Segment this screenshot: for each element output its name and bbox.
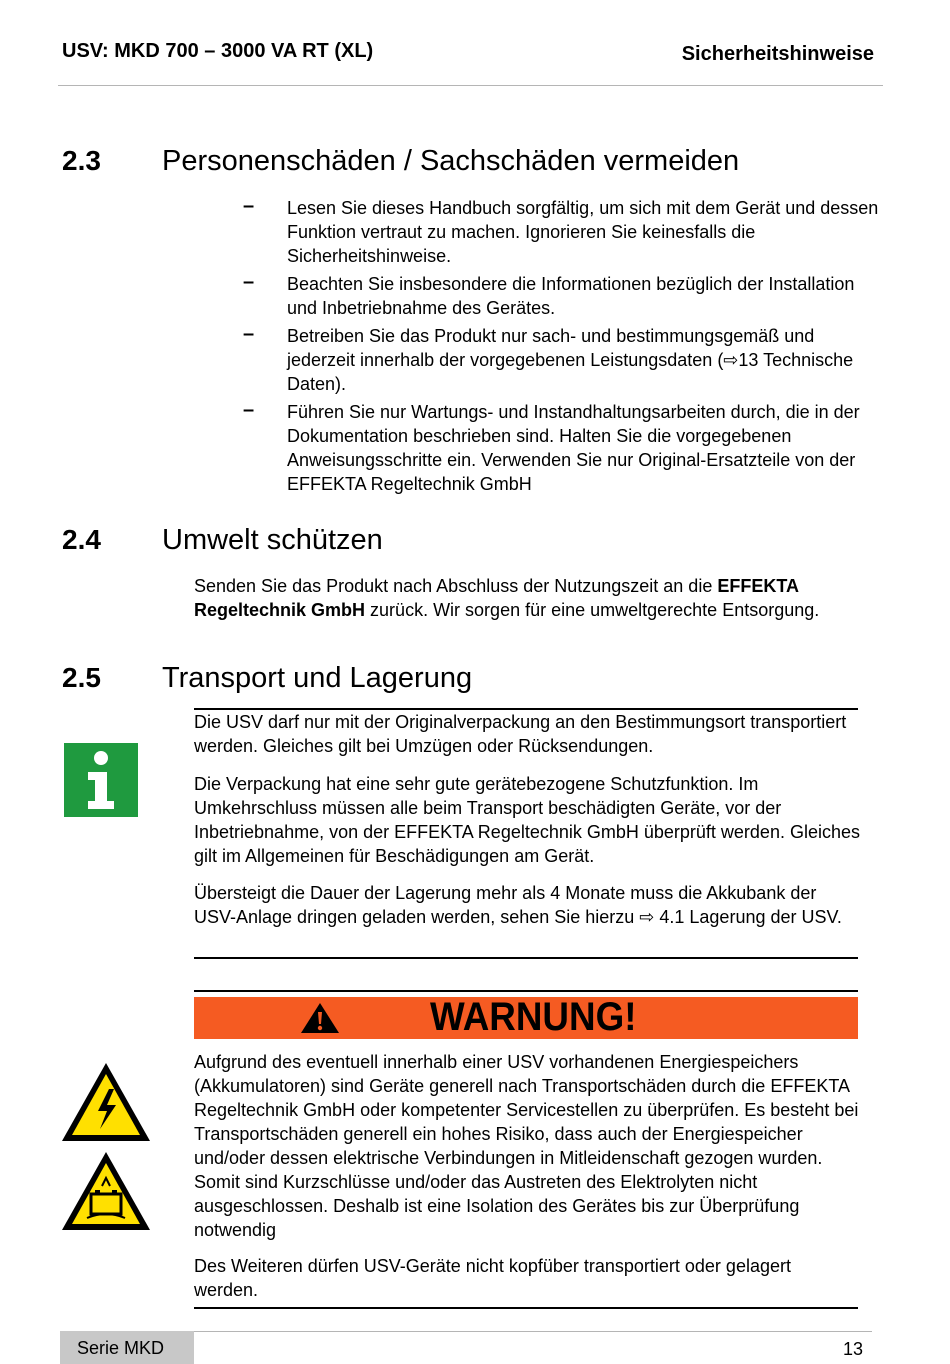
section-2-4-title: Umwelt schützen bbox=[162, 524, 383, 556]
document-title: USV: MKD 700 – 3000 VA RT (XL) bbox=[62, 40, 374, 62]
battery-hazard-icon bbox=[60, 1150, 152, 1237]
footer-series: Serie MKD bbox=[77, 1338, 165, 1358]
warning-text-2: Des Weiteren dürfen USV-Geräte nicht kopfüber transportiert oder gelagert werden. bbox=[194, 1256, 791, 1300]
high-voltage-icon bbox=[60, 1061, 152, 1148]
section-2-3-number: 2.3 bbox=[62, 145, 101, 176]
warning-banner bbox=[194, 997, 858, 1039]
warning-text-1: Aufgrund des eventuell innerhalb einer USV vorhandenen Energiespeichers (Akkumulatoren) sind Geräte generell nach Transportschäden durch die EFFEKTA Regeltechnik GmbH oder kompetenter Servicestellen zu überprüfen. Es besteht bei Transportschäden generell ein hohes Risiko, dass auch der Energiespeicher und/oder dessen elektrische Verbindungen in Mitleidenschaft gezogen wurden. Somit sind Kurzschlüsse und/oder das Austreten des Elektrolyten nicht ausgeschlossen. Deshalb ist eine Isolation des Gerätes bis zur Überprüfung notwendig bbox=[194, 1052, 859, 1240]
dash-bullet: – bbox=[243, 399, 255, 421]
info-text-2: Die Verpackung hat eine sehr gute gerätebezogene Schutzfunktion. Im Umkehrschluss müssen alle beim Transport beschädigten Geräte, vor der Inbetriebnahme, von der EFFEKTA Regeltechnik GmbH überprüft werden. Gleiches gilt im Allgemeinen für Beschädigungen am Gerät. bbox=[194, 774, 860, 866]
section-2-3-title: Personenschäden / Sachschäden vermeiden bbox=[162, 145, 740, 177]
warning-title: WARNUNG! bbox=[430, 995, 637, 1039]
list-item: – Lesen Sie dieses Handbuch sorgfältig, um sich mit dem Gerät und dessen Funktion vertraut zu machen. Ignorieren Sie keinesfalls die Sicherheitshinweise. bbox=[243, 195, 879, 266]
footer-divider bbox=[194, 1331, 872, 1332]
section-2-5-number: 2.5 bbox=[62, 662, 101, 693]
section-name: Sicherheitshinweise bbox=[681, 43, 874, 65]
warning-box-bottom-rule bbox=[194, 1307, 858, 1309]
company-name: EFFEKTA Regeltechnik GmbH bbox=[194, 576, 799, 620]
dash-bullet: – bbox=[243, 271, 255, 293]
page-number: 13 bbox=[842, 1339, 863, 1359]
warning-triangle-icon bbox=[300, 1002, 340, 1034]
section-2-4-number: 2.4 bbox=[62, 524, 101, 555]
section-2-3-bullet-list bbox=[243, 196, 883, 500]
info-text-1: Die USV darf nur mit der Originalverpackung an den Bestimmungsort transportiert werden. Gleiches gilt bei Umzügen oder Rücksendungen. bbox=[194, 712, 847, 756]
section-2-4-text: Senden Sie das Produkt nach Abschluss der Nutzungszeit an die EFFEKTA Regeltechnik GmbH zurück. Wir sorgen für eine umweltgerechte Entsorgung. bbox=[194, 576, 820, 620]
header-divider bbox=[58, 85, 883, 86]
info-icon bbox=[64, 743, 138, 817]
list-item: – Führen Sie nur Wartungs- und Instandhaltungsarbeiten durch, die in der Dokumentation beschrieben sind. Halten Sie die vorgegebenen Anweisungsschritte ein. Verwenden Sie nur Original-Ersatzteile von der EFFEKTA Regeltechnik GmbH bbox=[243, 399, 860, 494]
info-text-3: Übersteigt die Dauer der Lagerung mehr als 4 Monate muss die Akkubank der USV-Anlage dringen geladen werden, sehen Sie hierzu ⇨ 4.1 Lagerung der USV. bbox=[194, 883, 842, 927]
list-item: – Betreiben Sie das Produkt nur sach- und bestimmungsgemäß und jederzeit innerhalb der vorgegebenen Leistungsdaten (⇨13 Technische Daten). bbox=[243, 323, 854, 394]
dash-bullet: – bbox=[243, 195, 255, 217]
list-item: – Beachten Sie insbesondere die Informationen bezüglich der Installation und Inbetriebnahme des Gerätes. bbox=[243, 271, 855, 318]
dash-bullet: – bbox=[243, 323, 255, 345]
info-box-bottom-rule bbox=[194, 957, 858, 959]
section-2-5-title: Transport und Lagerung bbox=[162, 662, 473, 694]
warning-box-top-rule bbox=[194, 990, 858, 992]
